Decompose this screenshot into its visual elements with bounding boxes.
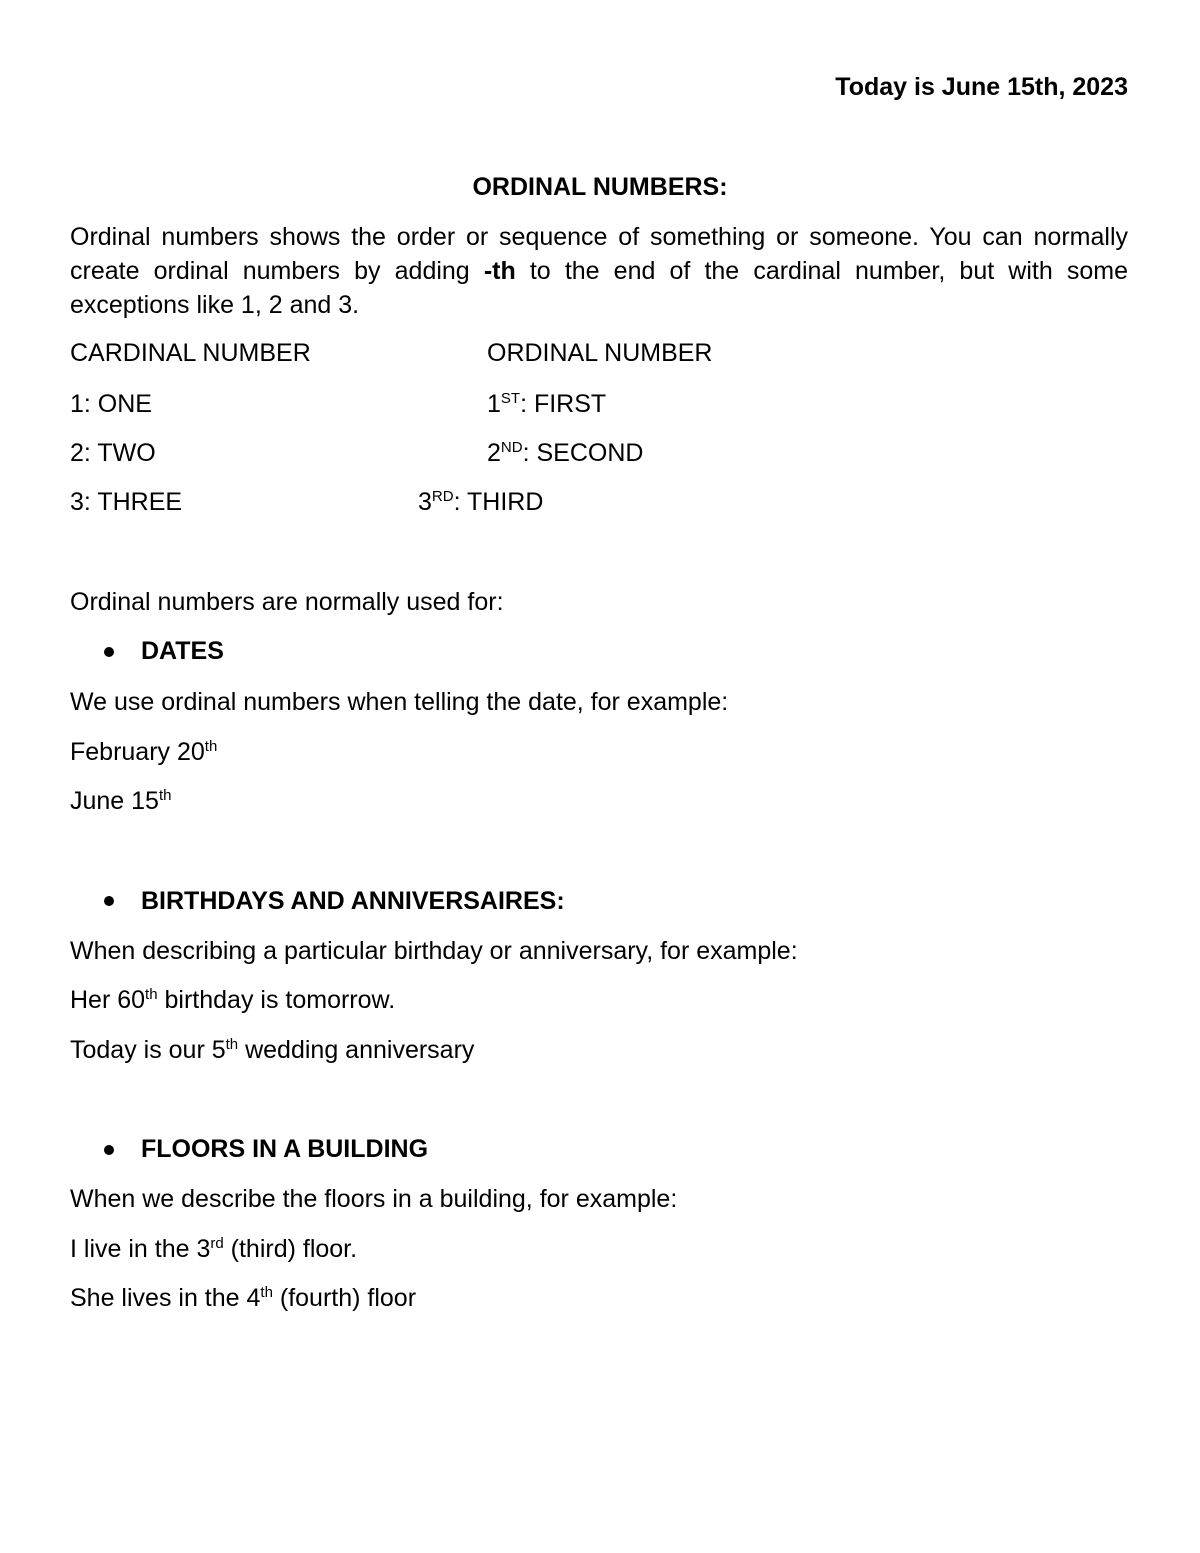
bullet-icon bbox=[104, 1145, 114, 1155]
ordinal-cell: 2ND: SECOND bbox=[487, 439, 644, 467]
example-line: Today is our 5th wedding anniversary bbox=[70, 1036, 475, 1064]
section-heading-birthdays: BIRTHDAYS AND ANNIVERSAIRES: bbox=[141, 887, 565, 915]
example-line: I live in the 3rd (third) floor. bbox=[70, 1235, 358, 1263]
suffix-th: -th bbox=[483, 257, 516, 285]
example-line: Her 60th birthday is tomorrow. bbox=[70, 986, 396, 1014]
cardinal-cell: 1: ONE bbox=[70, 390, 152, 418]
section-desc: We use ordinal numbers when telling the date, for example: bbox=[70, 688, 729, 716]
example-line: She lives in the 4th (fourth) floor bbox=[70, 1284, 417, 1312]
section-heading-floors: FLOORS IN A BUILDING bbox=[141, 1135, 429, 1163]
section-desc: When we describe the floors in a building, for example: bbox=[70, 1185, 678, 1213]
cardinal-cell: 2: TWO bbox=[70, 439, 156, 467]
example-line: June 15th bbox=[70, 787, 172, 815]
ordinal-cell: 1ST: FIRST bbox=[487, 390, 607, 418]
section-heading-dates: DATES bbox=[141, 637, 224, 665]
uses-intro: Ordinal numbers are normally used for: bbox=[70, 588, 504, 616]
cardinal-cell: 3: THREE bbox=[70, 488, 183, 516]
example-line: February 20th bbox=[70, 738, 218, 766]
date-line: Today is June 15th, 2023 bbox=[835, 73, 1128, 101]
page-title: ORDINAL NUMBERS: bbox=[472, 173, 728, 201]
cardinal-header: CARDINAL NUMBER bbox=[70, 339, 311, 367]
ordinal-cell: 3RD: THIRD bbox=[418, 488, 544, 516]
bullet-icon bbox=[104, 647, 114, 657]
intro-paragraph: Ordinal numbers shows the order or sequence of something or someone. You can normally create ordinal numbers by adding -th to the end of the cardinal number, but with some exceptions like 1, 2 and 3. bbox=[70, 223, 1128, 319]
bullet-icon bbox=[104, 896, 114, 906]
section-desc: When describing a particular birthday or anniversary, for example: bbox=[70, 937, 798, 965]
ordinal-header: ORDINAL NUMBER bbox=[487, 339, 713, 367]
